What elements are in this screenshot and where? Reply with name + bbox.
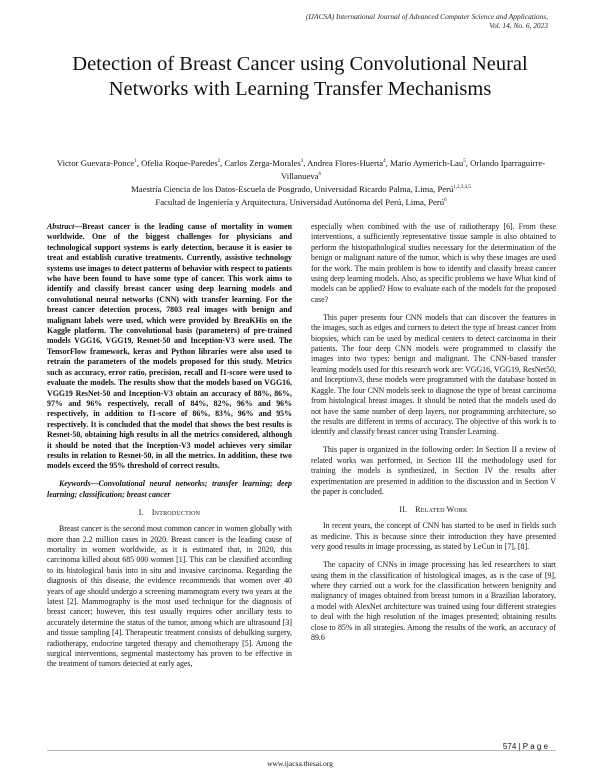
section-heading-related-work: II. Related Work	[399, 504, 468, 514]
keywords-text: —Convolutional neural networks; transfer learning; deep learning; classification; breast cancer	[47, 479, 292, 499]
journal-name: (IJACSA) International Journal of Advanced Computer Science and Applications,	[305, 12, 548, 21]
page-number: 574 | P a g e	[502, 742, 548, 751]
journal-volume: Vol. 14, No. 6, 2023	[489, 21, 548, 30]
journal-url[interactable]: www.ijacsa.thesai.org	[267, 759, 333, 768]
left-column	[47, 222, 292, 677]
related-paragraph-2: The capacity of CNNs in image processing has led researchers to start using them in the classification of histological images, as is the case of [9], where they carried out a work for the classification between benignity and malignancy of images obtained from breast tumors in a Brazilian laboratory, a model with AlexNet architecture was trained using four different strategies to deal with the high resolution of the images presented; obtaining results close to 85% in all strategies. Among the results of the work, an accuracy of 89.6	[311, 560, 556, 642]
section-heading-introduction: I. Introduction	[138, 507, 201, 517]
abstract-text: —Breast cancer is the leading cause of mortality in women worldwide. One of the biggest challenges for physicians and technological support systems is early detection, because it is easier to treat and establish curative treatments. Currently, assistive technology systems use images to detect patterns of behavior with respect to patients who have been found to have some type of cancer. This work aims to identify and classify breast cancer using deep learning models and convolutional neural networks (CNN) with transfer learning. For the breast cancer detection process, 7803 real images with benign and malignant labels were used, which were provided by BreaKHis on the Kaggle platform. The convolutional basis (parameters) of pre-trained models VGG16, VGG19, Resnet-50 and Inception-V3 were used. The TensorFlow framework, keras and Python libraries were also used to retrain the parameters of the models proposed for this study. Metrics such as accuracy, error ratio, precision, recall and f1-score were used to evaluate the models. The results show that the models based on VGG16, VGG19 ResNet-50 and Inception-V3 obtain an accuracy of 88%, 86%, 97% and 96% respectively, recall of 84%, 82%, 96% and 96% respectively, in addition to f1-score of 86%, 83%, 96% and 95% respectively. It is concluded that the model that shows the best results is Resnet-50, obtaining high results in all the metrics considered, although it should be noted that the Inception-V3 model achieves very similar results in relation to Resnet-50, in all the metrics. In addition, these two models exceed the 95% threshold of correct results.	[47, 222, 292, 471]
intro-paragraph-4: This paper is organized in the following order: In Section II a review of related works was performed, in Section III the methodology used for training the models is synthesized, in Section IV the results after experimentation are presented in addition to the discussion and in Section V the paper is concluded.	[311, 445, 556, 496]
right-column	[311, 222, 556, 651]
author-block	[52, 156, 550, 208]
related-paragraph-1: In recent years, the concept of CNN has started to be used in fields such as medicine. This is because since their introduction they have presented very good results in image processing, as stated by LeCun in [7], [8].	[311, 521, 556, 552]
intro-paragraph-3: This paper presents four CNN models that can discover the features in the images, such as edges and corners to detect the type of breast cancer from biopsies, which can be used by medical centers to detect carcinoma in their patients. The four deep CNN models were programmed to classify the images into two types: benign and malignant. The CNN-based transfer learning models used for this research work are: VGG16, VGG19, ResNet50, and Inceptionv3, these models were programmed with the database hosted in Kaggle. The four CNN models seek to diagnose the type of breast carcinoma from histological breast images. It should be noted that the models used do not have the same number of deep layers, nor programming architecture, so the results are different in terms of accuracy. The objective of this work is to identify and classify breast cancer using Transfer Learning.	[311, 312, 556, 437]
paper-title: Detection of Breast Cancer using Convolutional Neural Networks with Learning Transfer Mechanisms	[72, 53, 528, 100]
author-list: Victor Guevara-Ponce$^1$, Ofelia Roque-Paredes$^2$, Carlos Zerga-Morales$^3$, Andrea Flores-Huerta$^4$, Mario Aymerich-Lau$^5$, Orlando Iparraguirre-Villanueva$^6$	[56, 157, 546, 181]
abstract	[47, 222, 292, 472]
affiliation-2: Facultad de Ingeniería y Arquitectura, Universidad Autónoma del Perú, Lima, Perú$^6$	[155, 196, 447, 207]
abstract-label: Abstract	[47, 222, 75, 231]
journal-header	[148, 12, 548, 30]
keywords	[47, 479, 292, 500]
intro-paragraph-1: Breast cancer is the second most common cancer in women globally with more than 2.2 million cases in 2020. Breast cancer is the leading cause of mortality in women worldwide, as it is estimated that, in 2020, this carcinoma killed about 685 000 women [1]. This can be classified according to its histological basis into in situ and invasive carcinoma. Regarding the diagnosis of this disease, the evidence recommends that women over 40 years of age should undergo a screening mammogram every two years at the latest [2]. Mammography is the most used technique for the diagnosis of breast cancer; however, this test usually requires other ancillary tests to accurately determine the status of the tumor, among which are ultrasound [3] and tissue sampling [4]. Therapeutic treatment consists of debulking surgery, radiotherapy, endocrine targeted therapy and chemotherapy [5]. Among the surgical interventions, segmental mastectomy has proven to be effective in the treatment of tumors detected at early ages,	[47, 524, 292, 669]
intro-paragraph-2: especially when combined with the use of radiotherapy [6]. From these interventions, a sufficiently representative tissue sample is also obtained to perform the histopathological studies necessary for the determination of the benign or malignant nature of the tumor, which is why these images are used for the work. The main problem is how to identify and classify breast cancer using deep learning models. Also, as specific problems we have What kind of models can be applied? How to evaluate each of the models for the proposed case?	[311, 222, 556, 304]
footer-divider	[47, 750, 556, 751]
keywords-label: Keywords	[59, 479, 91, 489]
affiliation-1: Maestría Ciencia de los Datos-Escuela de Posgrado, Universidad Ricardo Palma, Lima, Perú$^{1,2,3,4,5}$	[131, 183, 471, 194]
